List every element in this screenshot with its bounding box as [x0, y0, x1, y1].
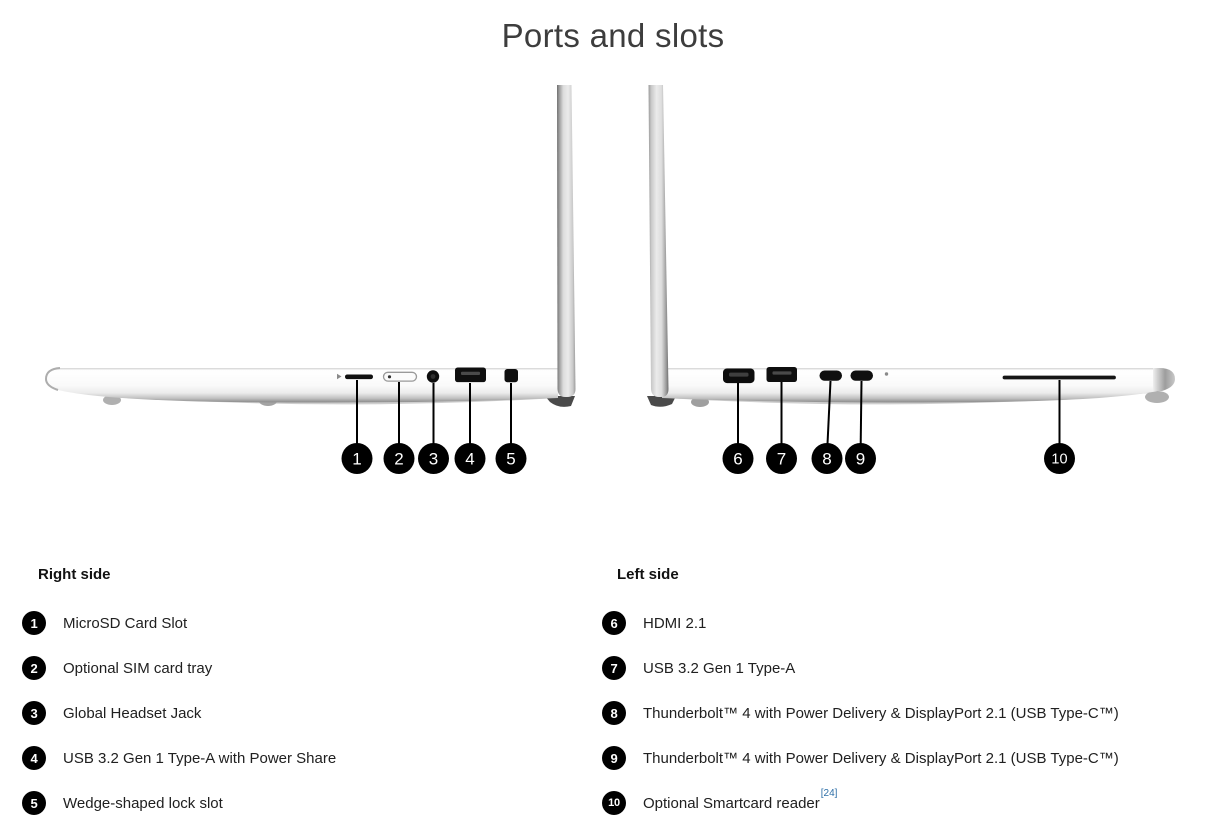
callout-number: 2: [394, 449, 404, 469]
callout-number: 6: [733, 449, 743, 469]
page-title: Ports and slots: [501, 17, 725, 54]
legend-item: [22, 745, 336, 771]
item-label: MicroSD Card Slot: [63, 614, 188, 632]
laptop-right-side-illustration: [45, 85, 576, 474]
item-label: USB 3.2 Gen 1 Type-A: [643, 659, 796, 677]
usb-c-port-2: [851, 371, 874, 381]
right-side-heading: Right side: [38, 566, 111, 583]
usb-a-tongue: [461, 372, 480, 375]
legend-item: [602, 790, 837, 816]
base-end-cap: [1153, 368, 1175, 391]
legend-item: [602, 745, 1119, 771]
item-label: Thunderbolt™ 4 with Power Delivery & DisplayPort 2.1 (USB Type-C™): [643, 704, 1119, 722]
item-number-badge: 8: [602, 701, 626, 725]
legend-item: [22, 655, 212, 681]
item-number-badge: 1: [22, 611, 46, 635]
item-label-text: Optional Smartcard reader: [643, 795, 820, 812]
item-label: Optional SIM card tray: [63, 659, 213, 677]
item-number-badge: 4: [22, 746, 46, 770]
item-number-badge: 5: [22, 791, 46, 815]
callout-number: 1: [352, 449, 362, 469]
item-number-badge: 2: [22, 656, 46, 680]
microsd-slot-port: [345, 375, 373, 380]
legend-item: [22, 700, 201, 726]
item-number-badge: 10: [602, 791, 626, 815]
callout-number: 5: [506, 449, 516, 469]
item-number-badge: 6: [602, 611, 626, 635]
lock-slot-port: [505, 369, 519, 382]
item-number-badge: 9: [602, 746, 626, 770]
item-number-badge: 3: [22, 701, 46, 725]
item-label: Global Headset Jack: [63, 704, 202, 722]
legend-item: [22, 610, 187, 636]
status-led: [885, 372, 888, 375]
legend-item: [22, 790, 223, 816]
item-label: USB 3.2 Gen 1 Type-A with Power Share: [63, 749, 337, 767]
item-label: Wedge-shaped lock slot: [63, 794, 223, 812]
laptop-lid: [557, 85, 576, 397]
callout-number: 3: [428, 449, 439, 469]
headset-jack-hole: [431, 374, 436, 379]
legend-item: [602, 610, 706, 636]
left-side-heading: Left side: [617, 566, 679, 583]
callout-number: 9: [855, 449, 866, 469]
usb-c-port-1: [820, 371, 843, 381]
legend-item: [602, 700, 1119, 726]
laptop-left-side-illustration: [647, 85, 1175, 474]
footnote-link-24[interactable]: [24]: [820, 788, 838, 799]
sim-tray-pinhole: [388, 375, 391, 378]
item-label: [643, 788, 838, 812]
item-label: HDMI 2.1: [643, 614, 707, 632]
hdmi-inner: [729, 373, 749, 377]
callout-number: 4: [465, 449, 475, 469]
callout-number: 8: [822, 449, 832, 469]
laptop-lid: [649, 85, 669, 397]
item-number-badge: 7: [602, 656, 626, 680]
item-label: Thunderbolt™ 4 with Power Delivery & DisplayPort 2.1 (USB Type-C™): [643, 749, 1119, 767]
callout-number: 7: [776, 449, 787, 469]
callout-line-9: [861, 381, 862, 444]
usb-a-tongue: [773, 371, 792, 374]
legend-item: [602, 655, 795, 681]
callout-number: 10: [1051, 451, 1068, 468]
